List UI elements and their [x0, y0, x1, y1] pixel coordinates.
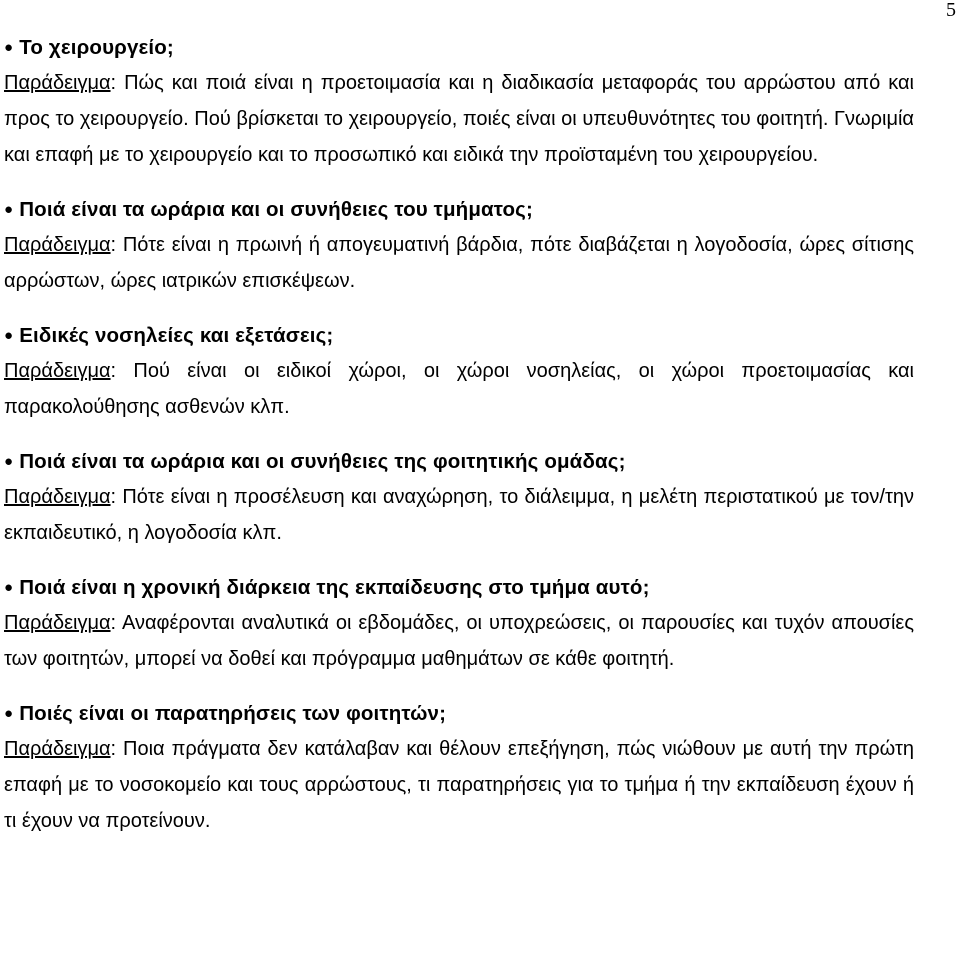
section-paragraph	[4, 353, 914, 425]
section-special-care	[4, 319, 914, 425]
example-label: Παράδειγμα	[4, 612, 111, 634]
section-heading-text: Ποιά είναι η χρονική διάρκεια της εκπαίδευσης στο τμήμα αυτό;	[19, 576, 650, 599]
example-text: : Πότε είναι η προσέλευση και αναχώρηση, το διάλειμμα, η μελέτη περιστατικού με τον/την εκπαιδευτικό, η λογοδοσία κλπ.	[4, 486, 914, 544]
section-paragraph	[4, 65, 914, 173]
example-text: : Πότε είναι η πρωινή ή απογευματινή βάρδια, πότε διαβάζεται η λογοδοσία, ώρες σίτισης αρρώστων, ώρες ιατρικών επισκέψεων.	[4, 234, 914, 292]
section-heading	[4, 445, 914, 479]
section-heading-text: Ποιά είναι τα ωράρια και οι συνήθειες του τμήματος;	[19, 198, 533, 221]
example-text: : Πώς και ποιά είναι η προετοιμασία και η διαδικασία μεταφοράς του αρρώστου από και προς το χειρουργείο. Πού βρίσκεται το χειρουργείο, ποιές είναι οι υπευθυνότητες του φοιτητή. Γνωριμία και επαφή με το χειρουργείο και το προσωπικό και ειδικά την προϊσταμένη του χειρουργείου.	[4, 72, 914, 166]
section-heading	[4, 697, 914, 731]
example-text: : Αναφέρονται αναλυτικά οι εβδομάδες, οι υποχρεώσεις, οι παρουσίες και τυχόν απουσίες των φοιτητών, μπορεί να δοθεί και πρόγραμμα μαθημάτων σε κάθε φοιτητή.	[4, 612, 914, 670]
section-heading-text: Το χειρουργείο;	[19, 36, 174, 59]
example-text: : Ποια πράγματα δεν κατάλαβαν και θέλουν επεξήγηση, πώς νιώθουν με αυτή την πρώτη επαφή με το νοσοκομείο και τους αρρώστους, τι παρατηρήσεις για το τμήμα ή την εκπαίδευση έχουν ή τι έχουν να προτείνουν.	[4, 738, 914, 832]
section-department-schedules	[4, 193, 914, 299]
bullet-icon: ●	[4, 201, 14, 218]
bullet-icon: ●	[4, 705, 14, 722]
document-body	[4, 31, 914, 839]
bullet-icon: ●	[4, 327, 14, 344]
section-heading	[4, 319, 914, 353]
section-heading-text: Ειδικές νοσηλείες και εξετάσεις;	[19, 324, 334, 347]
section-heading-text: Ποιές είναι οι παρατηρήσεις των φοιτητών;	[19, 702, 447, 725]
section-heading	[4, 571, 914, 605]
bullet-icon: ●	[4, 453, 14, 470]
section-training-duration	[4, 571, 914, 677]
bullet-icon: ●	[4, 39, 14, 56]
example-label: Παράδειγμα	[4, 738, 111, 760]
section-paragraph	[4, 227, 914, 299]
page-number: 5	[946, 0, 956, 21]
example-text: : Πού είναι οι ειδικοί χώροι, οι χώροι νοσηλείας, οι χώροι προετοιμασίας και παρακολούθησης ασθενών κλπ.	[4, 360, 914, 418]
example-label: Παράδειγμα	[4, 360, 111, 382]
section-paragraph	[4, 479, 914, 551]
example-label: Παράδειγμα	[4, 234, 111, 256]
section-heading-text: Ποιά είναι τα ωράρια και οι συνήθειες της φοιτητικής ομάδας;	[19, 450, 626, 473]
bullet-icon: ●	[4, 579, 14, 596]
section-heading	[4, 31, 914, 65]
section-student-observations	[4, 697, 914, 839]
section-paragraph	[4, 731, 914, 839]
section-paragraph	[4, 605, 914, 677]
example-label: Παράδειγμα	[4, 486, 111, 508]
section-student-group-schedules	[4, 445, 914, 551]
example-label: Παράδειγμα	[4, 72, 111, 94]
section-heading	[4, 193, 914, 227]
section-operating-room	[4, 31, 914, 173]
